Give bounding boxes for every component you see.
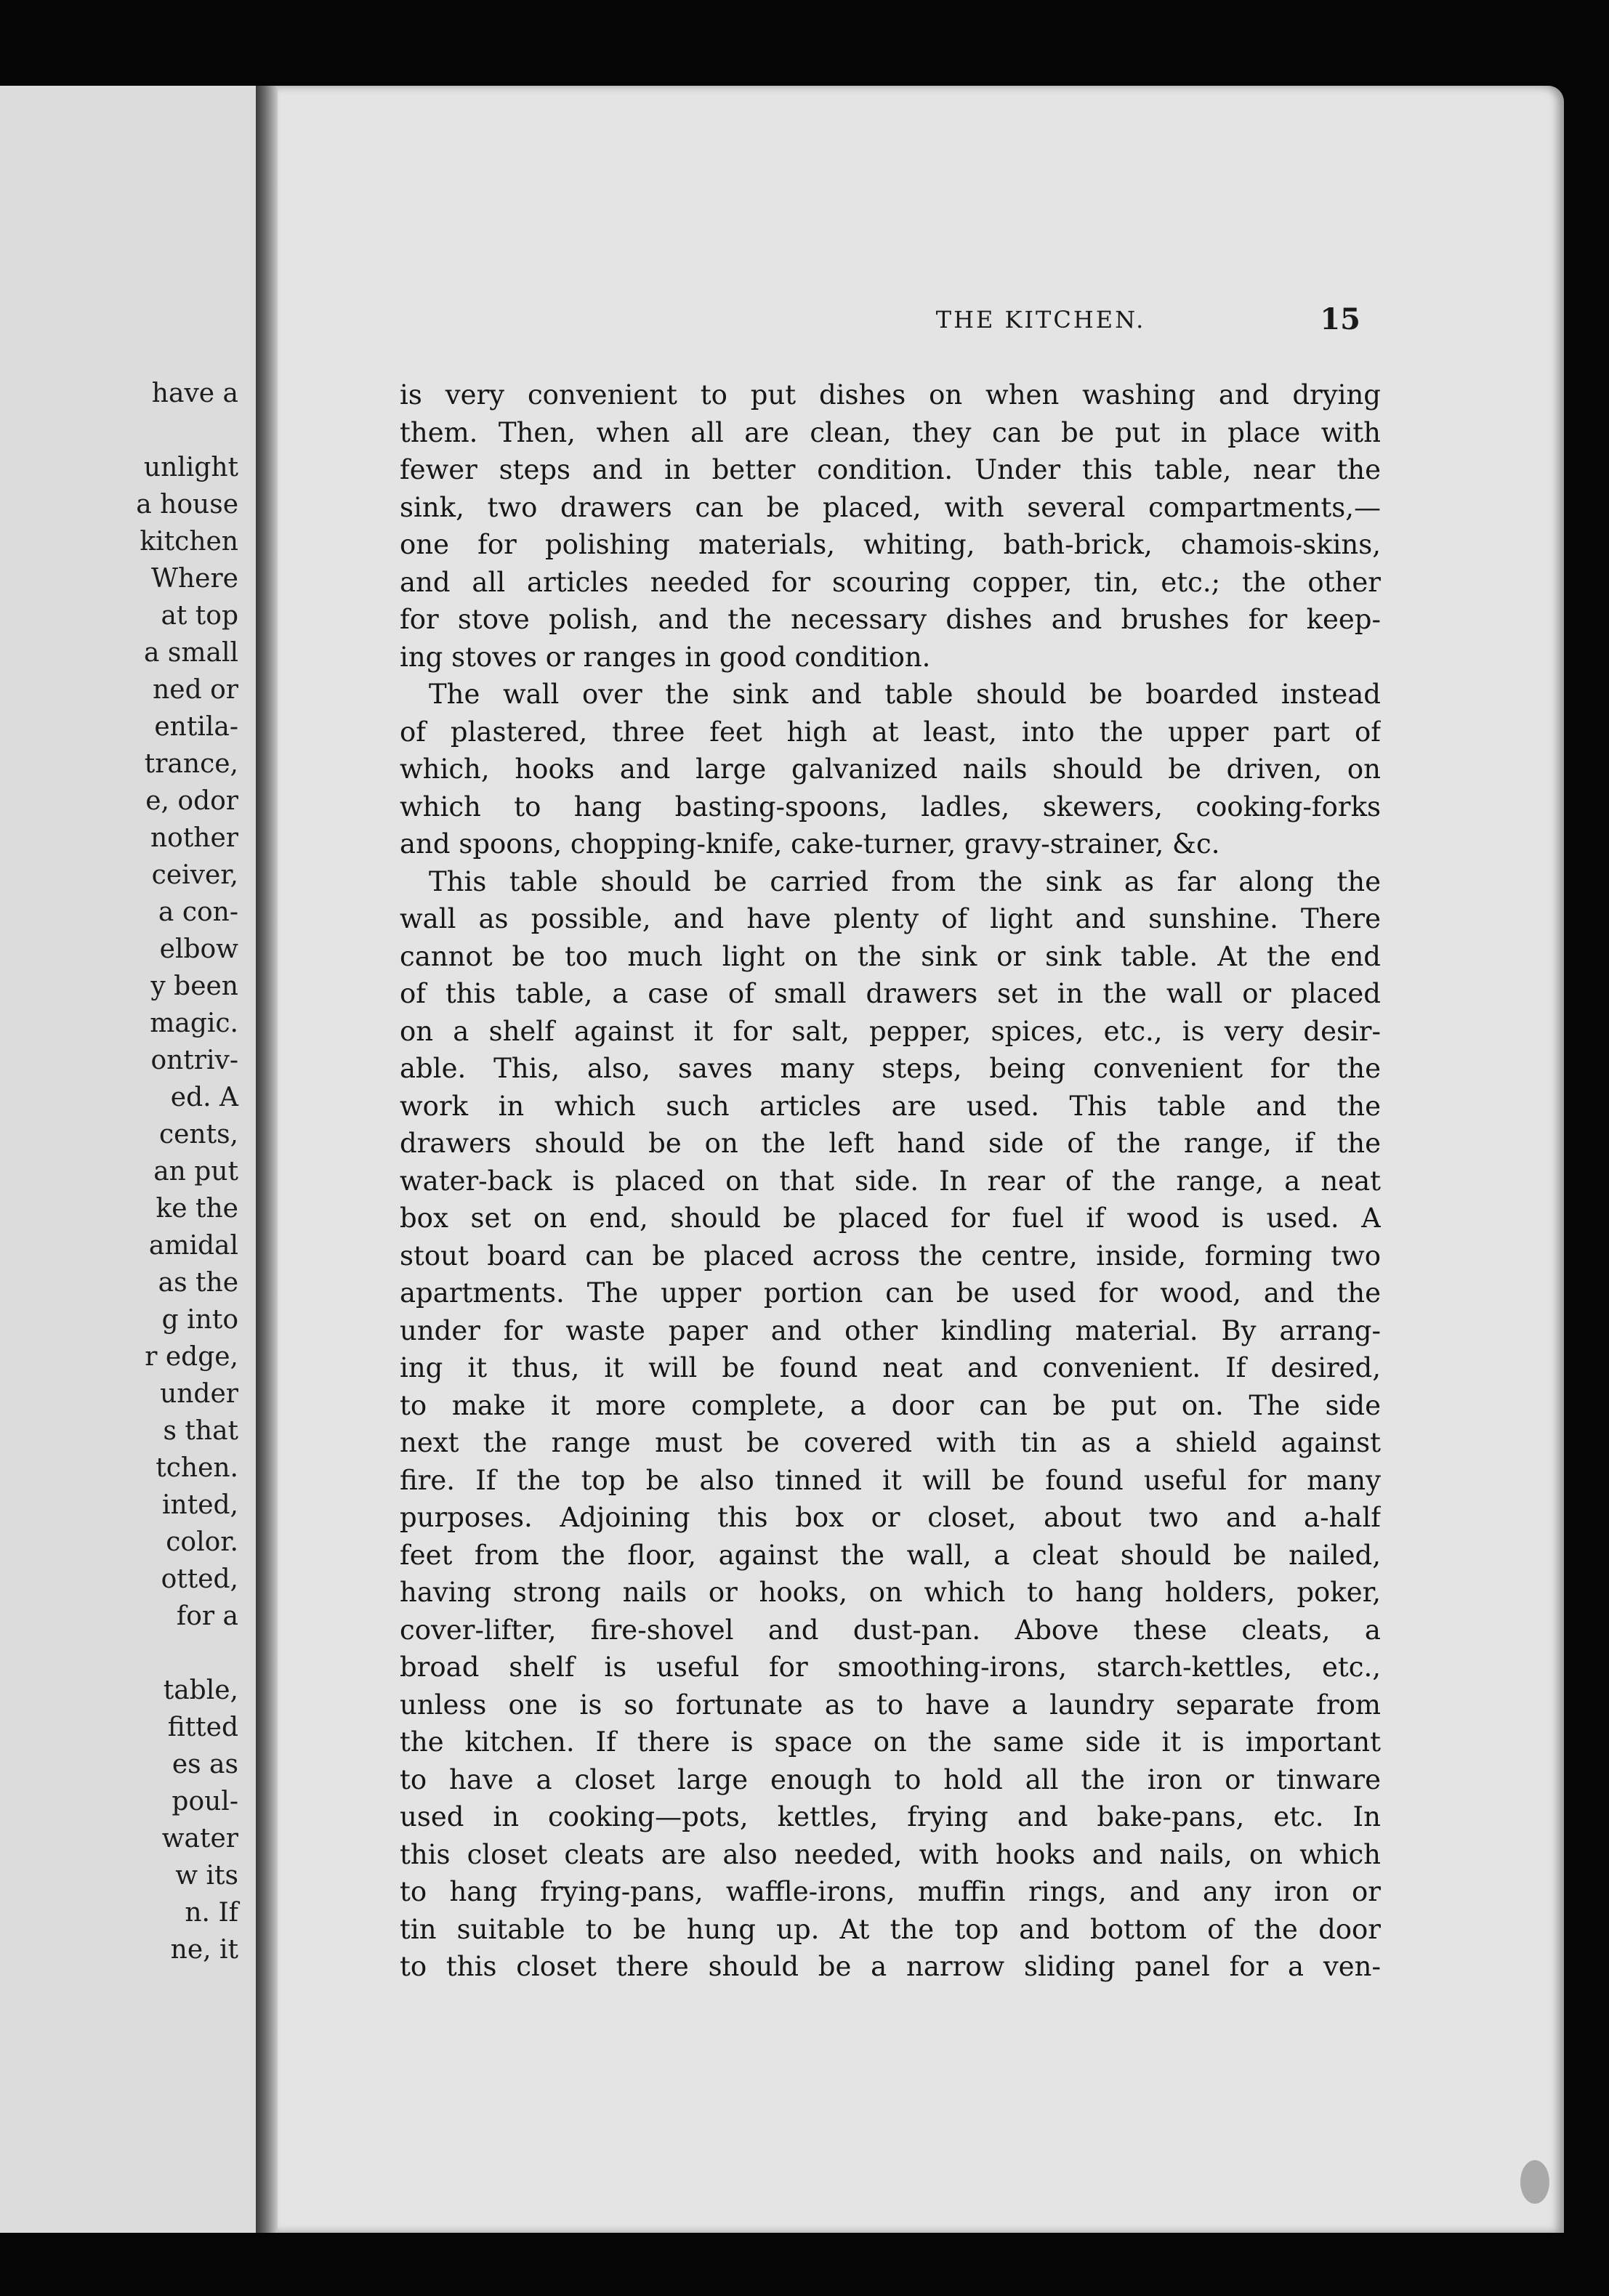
- text-line: box set on end, should be placed for fuel if wood is used. A: [400, 1202, 1381, 1234]
- left-page-line: inted,: [162, 1490, 238, 1520]
- text-line: cover-lifter, fire-shovel and dust-pan. Above these cleats, a: [400, 1614, 1381, 1646]
- left-page-line: poul-: [172, 1787, 238, 1816]
- text-line: This table should be carried from the sink as far along the: [429, 865, 1381, 897]
- main-page: [278, 86, 1564, 2233]
- text-line: on a shelf against it for salt, pepper, spices, etc., is very desir-: [400, 1015, 1381, 1047]
- text-line: having strong nails or hooks, on which to hang holders, poker,: [400, 1577, 1381, 1608]
- left-page-line: for a: [176, 1601, 238, 1631]
- left-page-line: g into: [161, 1305, 238, 1335]
- text-line: to hang frying-pans, waffle-irons, muffin rings, and any iron or: [400, 1876, 1381, 1907]
- left-page-line: trance,: [144, 749, 238, 779]
- left-page-line: an put: [153, 1157, 238, 1187]
- left-page-line: nother: [150, 823, 238, 853]
- left-page-lines: [0, 375, 238, 1968]
- text-line: one for polishing materials, whiting, bath-brick, chamois-skins,: [400, 529, 1381, 560]
- text-line: ing stoves or ranges in good condition.: [400, 641, 931, 673]
- left-page-line: ontriv-: [150, 1046, 238, 1075]
- text-line: tin suitable to be hung up. At the top and bottom of the door: [400, 1913, 1381, 1945]
- text-line: cannot be too much light on the sink or sink table. At the end: [400, 940, 1381, 972]
- text-line: of this table, a case of small drawers set in the wall or placed: [400, 978, 1381, 1009]
- left-page-line: ceiver,: [151, 860, 238, 890]
- left-page-line: otted,: [161, 1564, 238, 1594]
- text-line: wall as possible, and have plenty of light and sunshine. There: [400, 903, 1381, 934]
- left-page-line: at top: [161, 601, 238, 631]
- text-line: able. This, also, saves many steps, being convenient for the: [400, 1053, 1381, 1084]
- left-page-line: amidal: [148, 1231, 238, 1261]
- text-line: fire. If the top be also tinned it will be found useful for many: [400, 1464, 1381, 1496]
- left-page-line: Where: [150, 564, 238, 594]
- text-line: to this closet there should be a narrow sliding panel for a ven-: [400, 1951, 1381, 1982]
- text-line: water-back is placed on that side. In rear of the range, a neat: [400, 1165, 1381, 1197]
- left-page-line: tchen.: [156, 1453, 238, 1483]
- running-head: [278, 298, 1564, 341]
- text-line: the kitchen. If there is space on the same side it is important: [400, 1726, 1381, 1758]
- text-line: which to hang basting-spoons, ladles, skewers, cooking-forks: [400, 791, 1381, 822]
- left-page-line: es as: [172, 1750, 238, 1779]
- left-page-line: ne, it: [170, 1935, 238, 1965]
- left-page-line: ke the: [156, 1194, 238, 1224]
- left-page-line: s that: [163, 1416, 238, 1446]
- left-page-line: n. If: [185, 1898, 238, 1928]
- text-line: to have a closet large enough to hold all the iron or tinware: [400, 1763, 1381, 1795]
- book-gutter: [256, 86, 278, 2233]
- left-page-line: kitchen: [140, 527, 238, 557]
- text-line: sink, two drawers can be placed, with several compartments,—: [400, 491, 1381, 523]
- text-line: used in cooking—pots, kettles, frying and bake-pans, etc. In: [400, 1801, 1381, 1832]
- running-title: THE KITCHEN.: [935, 306, 1146, 334]
- left-page-line: unlight: [143, 453, 238, 482]
- text-line: them. Then, when all are clean, they can be put in place with: [400, 416, 1381, 448]
- text-line: purposes. Adjoining this box or closet, about two and a-half: [400, 1502, 1381, 1533]
- page-number: 15: [1320, 302, 1360, 336]
- left-page-line: color.: [166, 1527, 238, 1557]
- text-line: of plastered, three feet high at least, into the upper part of: [400, 716, 1381, 748]
- text-line: stout board can be placed across the centre, inside, forming two: [400, 1240, 1381, 1272]
- left-page-line: a small: [143, 638, 238, 668]
- text-line: work in which such articles are used. This table and the: [400, 1090, 1381, 1122]
- text-line: and spoons, chopping-knife, cake-turner, gravy-strainer, &c.: [400, 828, 1220, 860]
- text-line: this closet cleats are also needed, with hooks and nails, on which: [400, 1838, 1381, 1870]
- text-line: drawers should be on the left hand side of the range, if the: [400, 1128, 1381, 1159]
- text-line: next the range must be covered with tin as a shield against: [400, 1427, 1381, 1458]
- corner-smudge: [1520, 2160, 1549, 2204]
- text-line: to make it more complete, a door can be put on. The side: [400, 1389, 1381, 1421]
- left-page-line: magic.: [150, 1008, 238, 1038]
- text-line: under for waste paper and other kindling material. By arrang-: [400, 1314, 1381, 1346]
- text-line: for stove polish, and the necessary dishes and brushes for keep-: [400, 604, 1381, 635]
- left-page-line: y been: [150, 971, 238, 1001]
- text-line: fewer steps and in better condition. Under this table, near the: [400, 454, 1381, 485]
- text-line: which, hooks and large galvanized nails should be driven, on: [400, 753, 1381, 785]
- left-page-line: w its: [175, 1861, 238, 1891]
- body-text: [400, 376, 1381, 1986]
- left-page-line: [0, 1635, 238, 1672]
- text-line: broad shelf is useful for smoothing-irons, starch-kettles, etc.,: [400, 1652, 1381, 1683]
- left-page-line: ed. A: [170, 1083, 238, 1112]
- left-page-line: table,: [163, 1675, 238, 1705]
- left-page-line: as the: [158, 1268, 238, 1298]
- text-line: The wall over the sink and table should be boarded instead: [429, 679, 1381, 710]
- left-page-line: [0, 412, 238, 449]
- left-page-fragment: [0, 86, 257, 2233]
- left-page-line: fitted: [167, 1713, 238, 1742]
- text-line: feet from the floor, against the wall, a cleat should be nailed,: [400, 1539, 1381, 1571]
- left-page-line: under: [160, 1379, 238, 1409]
- text-line: apartments. The upper portion can be used for wood, and the: [400, 1277, 1381, 1309]
- text-line: ing it thus, it will be found neat and convenient. If desired,: [400, 1352, 1381, 1383]
- left-page-line: ned or: [153, 675, 238, 705]
- left-page-line: water: [161, 1824, 238, 1854]
- left-page-line: a con-: [158, 897, 238, 927]
- text-line: is very convenient to put dishes on when washing and drying: [400, 379, 1381, 411]
- left-page-line: r edge,: [145, 1342, 238, 1372]
- left-page-line: a house: [136, 490, 238, 520]
- text-line: unless one is so fortunate as to have a laundry separate from: [400, 1689, 1381, 1721]
- left-page-line: entila-: [154, 712, 238, 742]
- left-page-line: have a: [151, 379, 238, 408]
- text-line: and all articles needed for scouring copper, tin, etc.; the other: [400, 566, 1381, 598]
- left-page-line: elbow: [159, 934, 238, 964]
- left-page-line: e, odor: [145, 786, 238, 816]
- left-page-line: cents,: [158, 1120, 238, 1149]
